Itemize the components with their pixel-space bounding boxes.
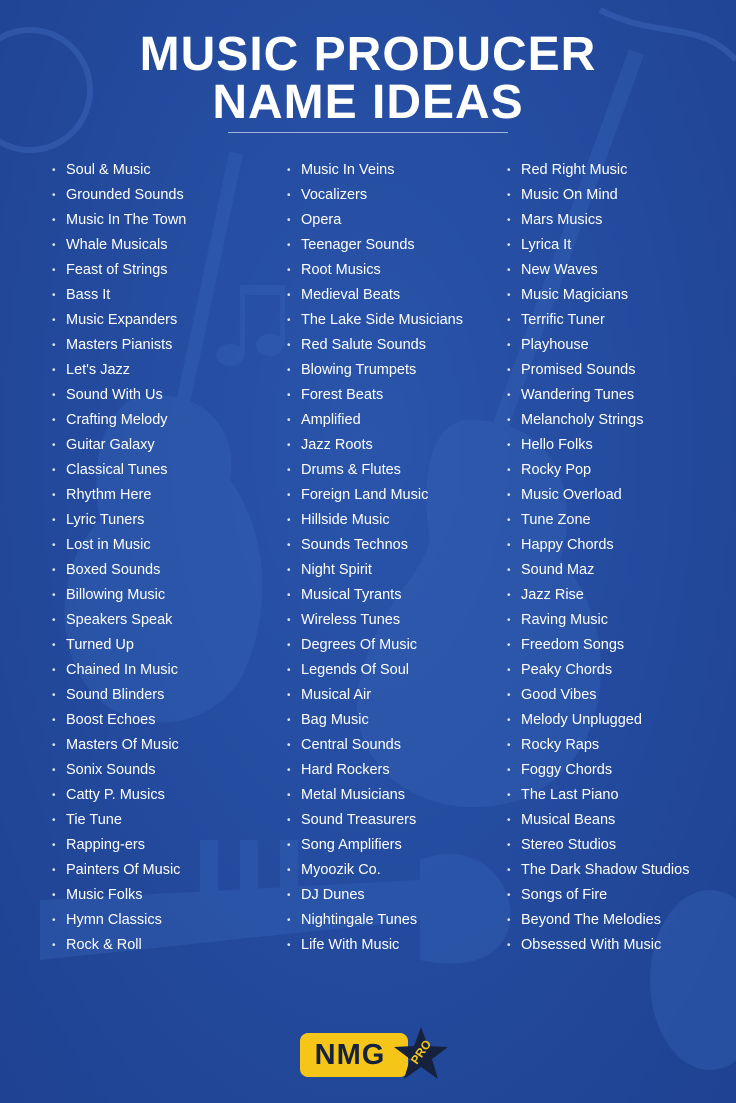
- list-item: • Whale Musicals: [52, 233, 186, 258]
- list-item: • Classical Tunes: [52, 458, 186, 483]
- list-item: • Jazz Rise: [507, 583, 689, 608]
- list-item: • Bass It: [52, 283, 186, 308]
- list-item: • Opera: [287, 208, 463, 233]
- list-item: • Raving Music: [507, 608, 689, 633]
- list-item: • Song Amplifiers: [287, 833, 463, 858]
- list-item: • Obsessed With Music: [507, 933, 689, 958]
- list-item: • Rocky Raps: [507, 733, 689, 758]
- list-item: • Songs of Fire: [507, 883, 689, 908]
- list-item: • Hymn Classics: [52, 908, 186, 933]
- list-item: • Billowing Music: [52, 583, 186, 608]
- list-item: • The Last Piano: [507, 783, 689, 808]
- list-item: • Turned Up: [52, 633, 186, 658]
- list-item: • Rocky Pop: [507, 458, 689, 483]
- list-item: • Amplified: [287, 408, 463, 433]
- list-item: • Life With Music: [287, 933, 463, 958]
- list-item: • Foggy Chords: [507, 758, 689, 783]
- list-item: • Degrees Of Music: [287, 633, 463, 658]
- list-item: • Hello Folks: [507, 433, 689, 458]
- list-item: • Guitar Galaxy: [52, 433, 186, 458]
- list-item: • Musical Beans: [507, 808, 689, 833]
- list-item: • The Dark Shadow Studios: [507, 858, 689, 883]
- list-item: • Vocalizers: [287, 183, 463, 208]
- list-item: • Masters Of Music: [52, 733, 186, 758]
- list-item: • Terrific Tuner: [507, 308, 689, 333]
- list-item: • Music Folks: [52, 883, 186, 908]
- list-item: • Red Right Music: [507, 158, 689, 183]
- list-item: • Rapping-ers: [52, 833, 186, 858]
- list-item: • Playhouse: [507, 333, 689, 358]
- list-item: • Lost in Music: [52, 533, 186, 558]
- list-item: • DJ Dunes: [287, 883, 463, 908]
- logo-pro-label: PRO: [407, 1037, 435, 1067]
- list-item: • Sound Treasurers: [287, 808, 463, 833]
- list-item: • Freedom Songs: [507, 633, 689, 658]
- list-item: • Melody Unplugged: [507, 708, 689, 733]
- list-item: • Soul & Music: [52, 158, 186, 183]
- list-item: • Musical Tyrants: [287, 583, 463, 608]
- list-item: • Lyric Tuners: [52, 508, 186, 533]
- list-item: • Red Salute Sounds: [287, 333, 463, 358]
- page-title-line-2: NAME IDEAS: [212, 76, 524, 129]
- list-item: • Sound With Us: [52, 383, 186, 408]
- list-item: • Medieval Beats: [287, 283, 463, 308]
- list-item: • Forest Beats: [287, 383, 463, 408]
- list-item: • Music Magicians: [507, 283, 689, 308]
- list-item: • Rock & Roll: [52, 933, 186, 958]
- list-item: • Lyrica It: [507, 233, 689, 258]
- list-item: • Wireless Tunes: [287, 608, 463, 633]
- list-item: • Music Expanders: [52, 308, 186, 333]
- list-item: • Central Sounds: [287, 733, 463, 758]
- list-item: • Promised Sounds: [507, 358, 689, 383]
- nmg-pro-logo: [300, 1025, 450, 1085]
- list-item: • Hard Rockers: [287, 758, 463, 783]
- list-item: • Teenager Sounds: [287, 233, 463, 258]
- page-title-line-1: MUSIC PRODUCER: [139, 28, 597, 81]
- name-list-column-3: [507, 158, 689, 958]
- list-item: • Sound Blinders: [52, 683, 186, 708]
- logo-text: NMG: [314, 1039, 386, 1071]
- list-item: • Beyond The Melodies: [507, 908, 689, 933]
- list-item: • Rhythm Here: [52, 483, 186, 508]
- list-item: • Let's Jazz: [52, 358, 186, 383]
- list-item: • Legends Of Soul: [287, 658, 463, 683]
- list-item: • Foreign Land Music: [287, 483, 463, 508]
- list-item: • Sonix Sounds: [52, 758, 186, 783]
- list-item: • Music In Veins: [287, 158, 463, 183]
- list-item: • Hillside Music: [287, 508, 463, 533]
- list-item: • Stereo Studios: [507, 833, 689, 858]
- list-item: • Boost Echoes: [52, 708, 186, 733]
- list-item: • Wandering Tunes: [507, 383, 689, 408]
- list-item: • Sound Maz: [507, 558, 689, 583]
- list-item: • Good Vibes: [507, 683, 689, 708]
- list-item: • Drums & Flutes: [287, 458, 463, 483]
- list-item: • Grounded Sounds: [52, 183, 186, 208]
- list-item: • Nightingale Tunes: [287, 908, 463, 933]
- list-item: • Painters Of Music: [52, 858, 186, 883]
- list-item: • Root Musics: [287, 258, 463, 283]
- list-item: • Peaky Chords: [507, 658, 689, 683]
- name-list-column-1: [52, 158, 186, 958]
- list-item: • Tune Zone: [507, 508, 689, 533]
- list-item: • Happy Chords: [507, 533, 689, 558]
- list-item: • Music Overload: [507, 483, 689, 508]
- list-item: • Chained In Music: [52, 658, 186, 683]
- list-item: • Music On Mind: [507, 183, 689, 208]
- list-item: • Sounds Technos: [287, 533, 463, 558]
- list-item: • Crafting Melody: [52, 408, 186, 433]
- list-item: • Night Spirit: [287, 558, 463, 583]
- list-item: • Music In The Town: [52, 208, 186, 233]
- list-item: • Feast of Strings: [52, 258, 186, 283]
- list-item: • Masters Pianists: [52, 333, 186, 358]
- list-item: • Blowing Trumpets: [287, 358, 463, 383]
- title-divider: [228, 132, 508, 133]
- list-item: • Tie Tune: [52, 808, 186, 833]
- list-item: • New Waves: [507, 258, 689, 283]
- list-item: • Bag Music: [287, 708, 463, 733]
- list-item: • The Lake Side Musicians: [287, 308, 463, 333]
- list-item: • Catty P. Musics: [52, 783, 186, 808]
- list-item: • Melancholy Strings: [507, 408, 689, 433]
- list-item: • Myoozik Co.: [287, 858, 463, 883]
- list-item: • Musical Air: [287, 683, 463, 708]
- list-item: • Speakers Speak: [52, 608, 186, 633]
- list-item: • Jazz Roots: [287, 433, 463, 458]
- name-list-column-2: [287, 158, 463, 958]
- list-item: • Metal Musicians: [287, 783, 463, 808]
- list-item: • Boxed Sounds: [52, 558, 186, 583]
- list-item: • Mars Musics: [507, 208, 689, 233]
